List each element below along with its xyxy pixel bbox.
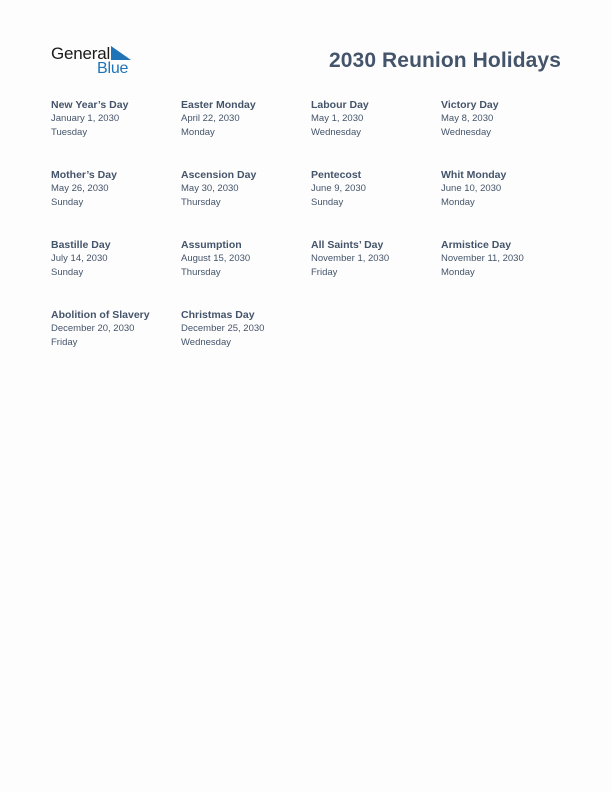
holiday-date: November 11, 2030 (441, 253, 524, 264)
holiday-item (181, 308, 309, 349)
holiday-weekday: Monday (181, 126, 215, 138)
holiday-name: Abolition of Slavery (51, 309, 150, 321)
holiday-date: December 25, 2030 (181, 323, 265, 334)
holiday-item (311, 98, 439, 139)
holiday-name: Pentecost (311, 169, 362, 181)
holiday-date: November 1, 2030 (311, 253, 390, 264)
holiday-item (441, 98, 569, 139)
holiday-date: May 8, 2030 (441, 113, 494, 124)
holiday-item (441, 238, 569, 279)
holiday-date: May 26, 2030 (51, 183, 109, 194)
holiday-item (311, 168, 439, 209)
holiday-date: August 15, 2030 (181, 253, 251, 264)
holiday-weekday: Wednesday (311, 126, 361, 138)
page-title: 2030 Reunion Holidays (328, 49, 561, 72)
holiday-name: Bastille Day (51, 239, 111, 251)
holiday-date: December 20, 2030 (51, 323, 135, 334)
holiday-name: Easter Monday (181, 99, 256, 111)
holiday-weekday: Friday (311, 266, 338, 278)
holiday-name: Christmas Day (181, 309, 255, 321)
holiday-date: July 14, 2030 (51, 253, 108, 264)
holiday-weekday: Sunday (311, 196, 344, 208)
holiday-weekday: Sunday (51, 196, 84, 208)
holiday-item (181, 168, 309, 209)
holiday-item (311, 238, 439, 279)
logo-triangle-icon (111, 46, 131, 60)
holiday-name: Assumption (181, 239, 242, 251)
logo-word-blue: Blue (97, 60, 129, 77)
holiday-item (51, 98, 179, 139)
holiday-item (181, 98, 309, 139)
holiday-weekday: Thursday (181, 266, 221, 278)
holiday-date: June 9, 2030 (311, 183, 366, 194)
holiday-weekday: Monday (441, 196, 475, 208)
holiday-name: Mother’s Day (51, 169, 117, 181)
holiday-date: June 10, 2030 (441, 183, 502, 194)
holiday-weekday: Wednesday (181, 336, 231, 348)
holiday-name: All Saints’ Day (311, 239, 384, 251)
holiday-name: Labour Day (311, 99, 369, 111)
holiday-weekday: Tuesday (51, 126, 88, 138)
holiday-date: April 22, 2030 (181, 113, 240, 124)
holiday-item (51, 168, 179, 209)
holiday-item (51, 308, 179, 349)
holiday-weekday: Sunday (51, 266, 84, 278)
holiday-date: January 1, 2030 (51, 113, 120, 124)
holiday-date: May 30, 2030 (181, 183, 239, 194)
holiday-name: Victory Day (441, 99, 499, 111)
holiday-weekday: Friday (51, 336, 78, 348)
holiday-item (51, 238, 179, 279)
holiday-weekday: Thursday (181, 196, 221, 208)
generalblue-logo (51, 44, 141, 78)
holiday-date: May 1, 2030 (311, 113, 364, 124)
holiday-item (441, 168, 569, 209)
holiday-name: New Year’s Day (51, 99, 129, 111)
holiday-weekday: Monday (441, 266, 475, 278)
holiday-name: Ascension Day (181, 169, 257, 181)
holiday-name: Whit Monday (441, 169, 507, 181)
holiday-weekday: Wednesday (441, 126, 491, 138)
holiday-name: Armistice Day (441, 239, 512, 251)
logo-word-general: General (51, 44, 111, 63)
holiday-item (181, 238, 309, 279)
